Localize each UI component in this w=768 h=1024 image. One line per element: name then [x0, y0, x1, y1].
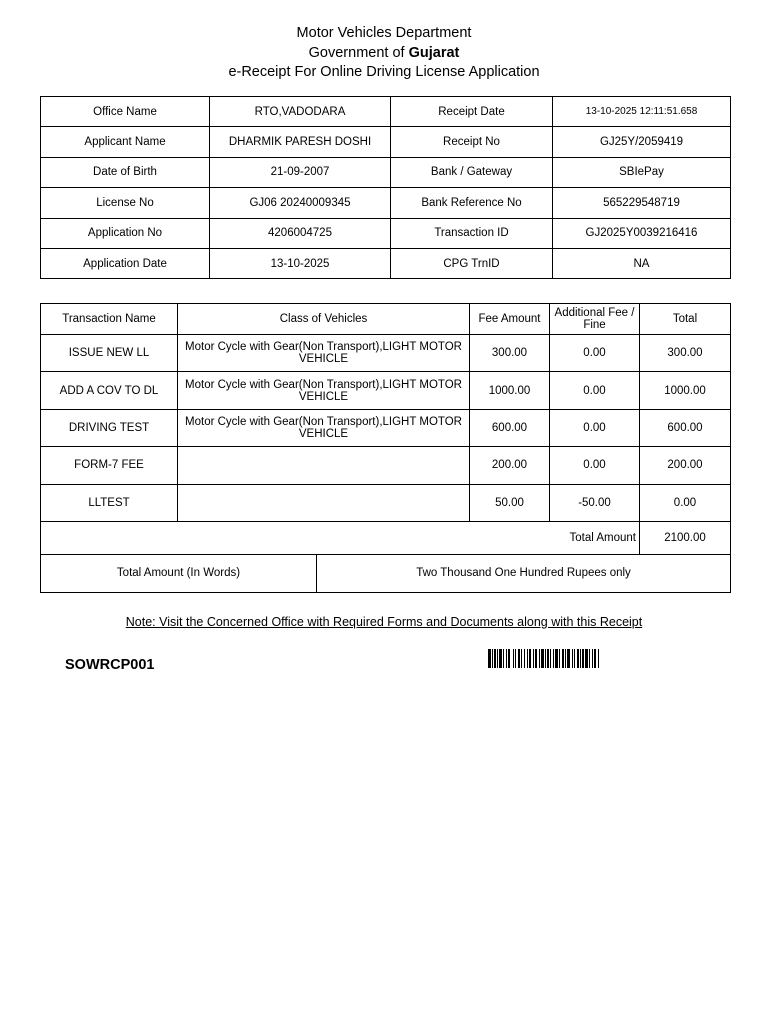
total-amount-value: 2100.00: [640, 521, 731, 554]
total-amount-row: [41, 521, 731, 554]
additional-fee: -50.00: [550, 484, 640, 521]
info-row-office-name: [41, 97, 731, 127]
fee-row: [41, 409, 731, 446]
row-total: 300.00: [640, 335, 731, 372]
fee-amount: 1000.00: [470, 372, 550, 409]
info-value: SBIePay: [553, 157, 731, 187]
additional-fee: 0.00: [550, 335, 640, 372]
info-label: Date of Birth: [41, 157, 210, 187]
info-value: RTO,VADODARA: [210, 97, 391, 127]
info-value: 4206004725: [210, 218, 391, 248]
info-value: 13-10-2025: [210, 248, 391, 278]
government-line: [0, 44, 768, 64]
info-value: GJ25Y/2059419: [553, 127, 731, 157]
transaction-name: DRIVING TEST: [41, 409, 178, 446]
class-of-vehicles: [178, 447, 470, 484]
info-label: CPG TrnID: [391, 248, 553, 278]
additional-fee: 0.00: [550, 447, 640, 484]
info-label: Transaction ID: [391, 218, 553, 248]
info-row-date-of-birth: [41, 157, 731, 187]
info-label: Receipt Date: [391, 97, 553, 127]
row-total: 200.00: [640, 447, 731, 484]
info-label: License No: [41, 188, 210, 218]
info-label: Application No: [41, 218, 210, 248]
receipt-title: e-Receipt For Online Driving License Application: [228, 64, 540, 80]
fee-amount: 300.00: [470, 335, 550, 372]
info-row-license-no: [41, 188, 731, 218]
row-total: 600.00: [640, 409, 731, 446]
info-value: DHARMIK PARESH DOSHI: [210, 127, 391, 157]
amount-in-words-label: Total Amount (In Words): [41, 555, 317, 592]
header-additional-fee: Additional Fee / Fine: [550, 304, 640, 335]
info-label: Application Date: [41, 248, 210, 278]
header-fee-amount: Fee Amount: [470, 304, 550, 335]
total-amount-label: Total Amount: [41, 521, 640, 554]
amount-in-words-table: [40, 555, 731, 593]
header-total: Total: [640, 304, 731, 335]
receipt-note: Note: Visit the Concerned Office with Required Forms and Documents along with this Receipt: [125, 615, 643, 629]
row-total: 0.00: [640, 484, 731, 521]
info-label: Bank / Gateway: [391, 157, 553, 187]
info-value: NA: [553, 248, 731, 278]
transaction-name: ADD A COV TO DL: [41, 372, 178, 409]
class-of-vehicles: Motor Cycle with Gear(Non Transport),LIGHT MOTOR VEHICLE: [178, 335, 470, 372]
info-value: 565229548719: [553, 188, 731, 218]
transaction-name: ISSUE NEW LL: [41, 335, 178, 372]
barcode-icon: [488, 649, 701, 668]
fee-amount: 600.00: [470, 409, 550, 446]
class-of-vehicles: Motor Cycle with Gear(Non Transport),LIGHT MOTOR VEHICLE: [178, 372, 470, 409]
transaction-name: LLTEST: [41, 484, 178, 521]
fee-amount: 50.00: [470, 484, 550, 521]
info-row-applicant-name: [41, 127, 731, 157]
info-label: Bank Reference No: [391, 188, 553, 218]
additional-fee: 0.00: [550, 372, 640, 409]
fee-row: [41, 484, 731, 521]
header-class-of-vehicles: Class of Vehicles: [178, 304, 470, 335]
info-label: Receipt No: [391, 127, 553, 157]
applicant-info-table: [40, 96, 731, 279]
class-of-vehicles: Motor Cycle with Gear(Non Transport),LIGHT MOTOR VEHICLE: [178, 409, 470, 446]
fee-row: [41, 335, 731, 372]
info-value: GJ06 20240009345: [210, 188, 391, 218]
header-transaction-name: Transaction Name: [41, 304, 178, 335]
fee-amount: 200.00: [470, 447, 550, 484]
info-value: 21-09-2007: [210, 157, 391, 187]
additional-fee: 0.00: [550, 409, 640, 446]
form-code: SOWRCP001: [65, 657, 155, 673]
transaction-name: FORM-7 FEE: [41, 447, 178, 484]
info-value: GJ2025Y0039216416: [553, 218, 731, 248]
info-value: 13-10-2025 12:11:51.658: [553, 97, 731, 127]
government-prefix: Government of: [308, 44, 405, 61]
department-title: Motor Vehicles Department: [296, 25, 472, 41]
info-label: Applicant Name: [41, 127, 210, 157]
fee-row: [41, 447, 731, 484]
receipt-header: [0, 24, 768, 83]
fee-header-row: [41, 304, 731, 335]
amount-in-words-value: Two Thousand One Hundred Rupees only: [317, 555, 731, 592]
row-total: 1000.00: [640, 372, 731, 409]
fee-details-table: [40, 303, 731, 555]
fee-row: [41, 372, 731, 409]
info-row-application-date: [41, 248, 731, 278]
info-label: Office Name: [41, 97, 210, 127]
info-row-application-no: [41, 218, 731, 248]
state-name: Gujarat: [408, 44, 460, 61]
class-of-vehicles: [178, 484, 470, 521]
